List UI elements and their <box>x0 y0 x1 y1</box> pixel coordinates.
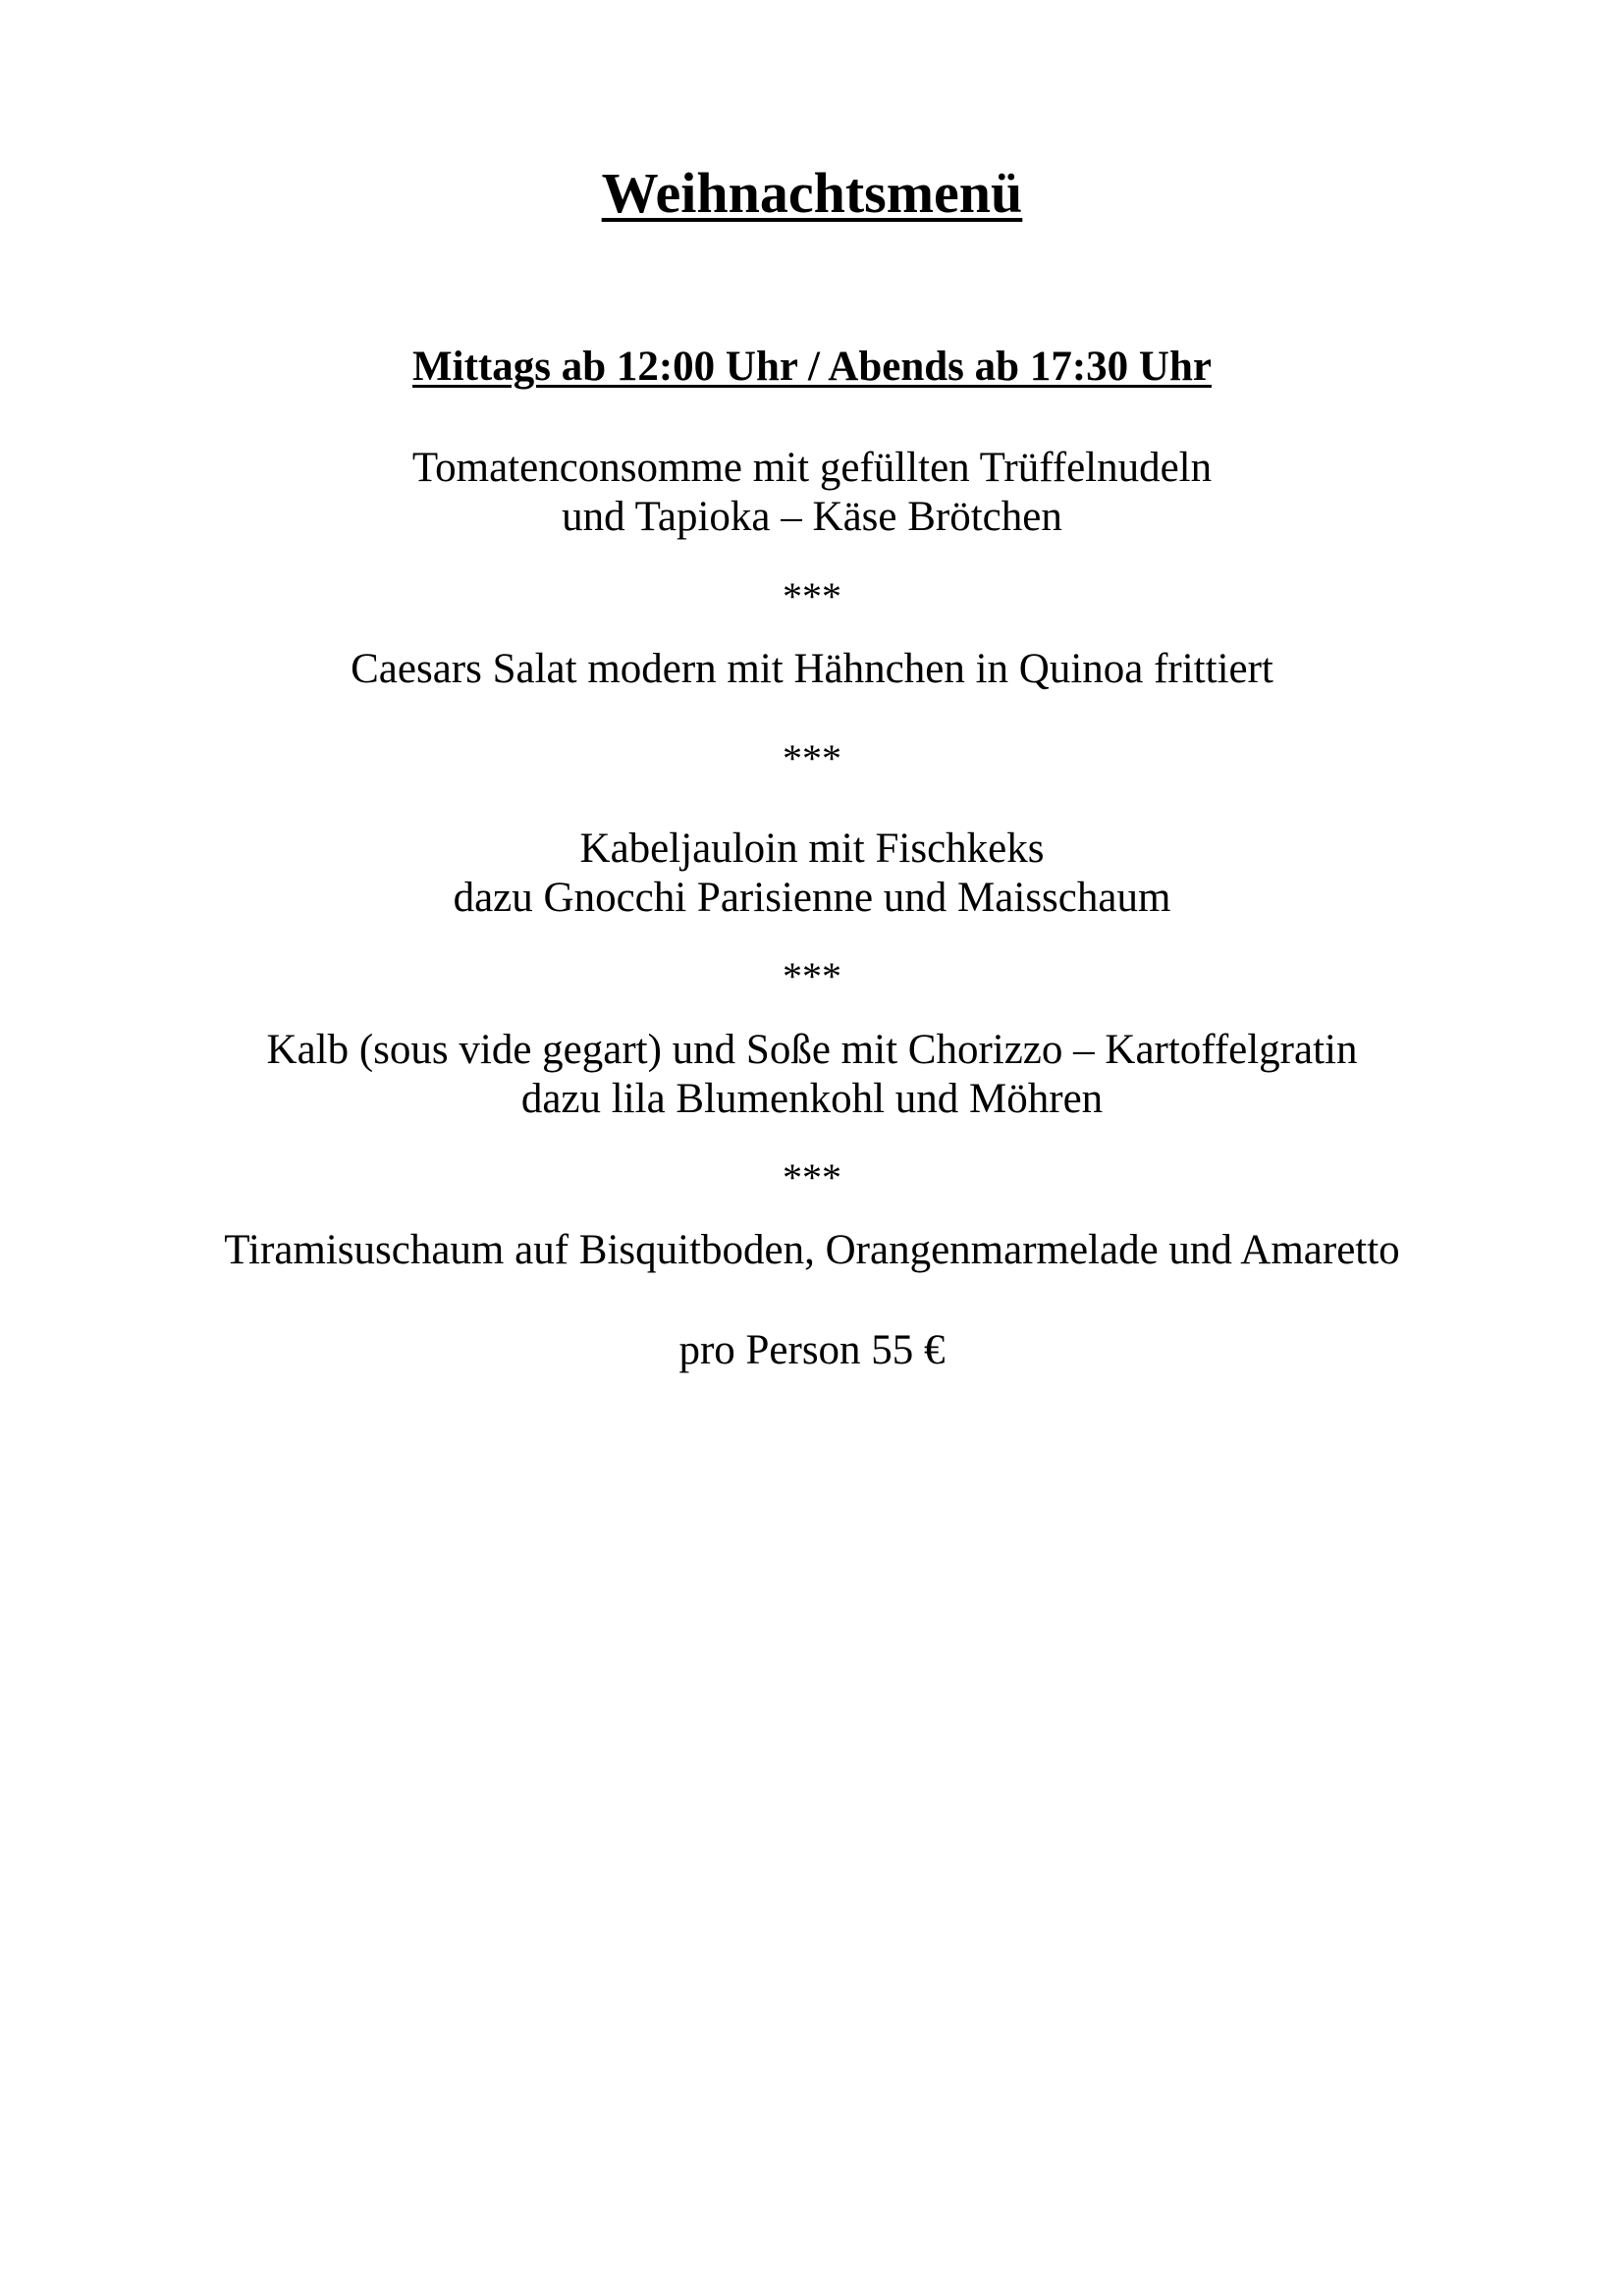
course-separator: *** <box>783 1155 841 1200</box>
course-3-line-1: Kabeljauloin mit Fischkeks <box>579 826 1045 872</box>
serving-times: Mittags ab 12:00 Uhr / Abends ab 17:30 Uhr <box>412 344 1212 390</box>
course-1-line-2: und Tapioka – Käse Brötchen <box>562 494 1062 540</box>
course-separator: *** <box>783 736 841 780</box>
course-4-line-1: Kalb (sous vide gegart) und Soße mit Chorizzo – Kartoffelgratin <box>266 1027 1358 1073</box>
course-3-line-2: dazu Gnocchi Parisienne und Maisschaum <box>453 875 1171 921</box>
course-5-line-1: Tiramisuschaum auf Bisquitboden, Orangenmarmelade und Amaretto <box>224 1227 1400 1273</box>
course-separator: *** <box>783 574 841 618</box>
price-per-person: pro Person 55 € <box>678 1327 946 1373</box>
course-1-line-1: Tomatenconsomme mit gefüllten Trüffelnudeln <box>411 445 1213 491</box>
course-separator: *** <box>783 954 841 998</box>
course-2-line-1: Caesars Salat modern mit Hähnchen in Quinoa frittiert <box>351 646 1273 692</box>
course-4-line-2: dazu lila Blumenkohl und Möhren <box>520 1076 1104 1122</box>
menu-title: Weihnachtsmenü <box>601 161 1023 225</box>
